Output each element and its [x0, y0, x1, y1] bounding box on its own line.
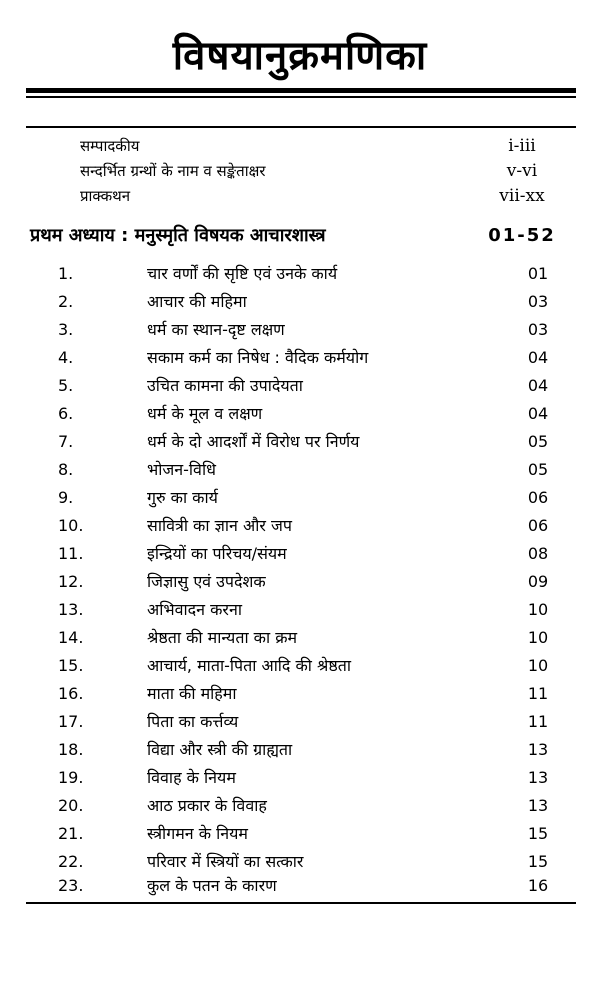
contents-bottom-rule [26, 902, 576, 904]
entry-number: 10. [58, 516, 84, 535]
entry-title: धर्म के दो आदर्शों में विरोध पर निर्णय [147, 432, 360, 451]
entry-page: 15 [527, 824, 549, 843]
entry-number: 5. [58, 376, 74, 395]
prelim-label: सम्पादकीय [80, 137, 140, 155]
prelim-pages: vii-xx [499, 186, 545, 206]
entry-number: 3. [58, 320, 74, 339]
toc-entry [0, 652, 600, 680]
entry-number: 8. [58, 460, 74, 479]
entry-number: 22. [58, 852, 84, 871]
entry-page: 06 [527, 488, 549, 507]
entry-page: 03 [527, 320, 549, 339]
toc-entry [0, 512, 600, 540]
entry-title: कुल के पतन के कारण [147, 876, 277, 895]
entry-page: 09 [527, 572, 549, 591]
toc-entry [0, 792, 600, 820]
entry-title: विवाह के नियम [147, 768, 236, 787]
entry-title: उचित कामना की उपादेयता [147, 376, 303, 395]
entry-title: माता की महिमा [147, 684, 237, 703]
prelim-entry [0, 183, 600, 209]
toc-entry [0, 316, 600, 344]
toc-entry [0, 708, 600, 736]
entry-number: 11. [58, 544, 84, 563]
entry-title: इन्द्रियों का परिचय/संयम [147, 544, 287, 563]
entry-title: भोजन-विधि [147, 460, 216, 479]
toc-entry [0, 484, 600, 512]
entry-number: 9. [58, 488, 74, 507]
entry-number: 20. [58, 796, 84, 815]
entry-title: सकाम कर्म का निषेध : वैदिक कर्मयोग [147, 348, 369, 367]
prelim-pages: v-vi [506, 161, 538, 181]
entry-page: 10 [527, 628, 549, 647]
entry-page: 11 [527, 684, 549, 703]
entry-page: 05 [527, 460, 549, 479]
entry-title: आचार की महिमा [147, 292, 247, 311]
entry-number: 18. [58, 740, 84, 759]
entry-page: 10 [527, 656, 549, 675]
entry-title: विद्या और स्त्री की ग्राह्यता [147, 740, 293, 759]
entry-title: चार वर्णों की सृष्टि एवं उनके कार्य [147, 264, 338, 283]
entry-number: 2. [58, 292, 74, 311]
chapter-pages: 01-52 [488, 225, 556, 246]
entry-title: धर्म का स्थान-दृष्ट लक्षण [147, 320, 285, 339]
prelim-entry [0, 133, 600, 159]
entry-page: 01 [527, 264, 549, 283]
entry-page: 16 [527, 876, 549, 895]
entry-page: 06 [527, 516, 549, 535]
entry-number: 13. [58, 600, 84, 619]
entry-number: 14. [58, 628, 84, 647]
entry-page: 08 [527, 544, 549, 563]
entry-number: 21. [58, 824, 84, 843]
entry-title: आचार्य, माता-पिता आदि की श्रेष्ठता [147, 656, 352, 675]
entry-page: 04 [527, 404, 549, 423]
entry-page: 04 [527, 376, 549, 395]
contents-top-rule [26, 126, 576, 128]
toc-entry [0, 456, 600, 484]
title-rule-thin [26, 96, 576, 98]
entry-page: 10 [527, 600, 549, 619]
entry-page: 15 [527, 852, 549, 871]
chapter-heading [0, 221, 600, 251]
toc-entry [0, 680, 600, 708]
entry-page: 03 [527, 292, 549, 311]
entry-title: स्त्रीगमन के नियम [147, 824, 248, 843]
entry-number: 7. [58, 432, 74, 451]
toc-entry [0, 596, 600, 624]
chapter-title: प्रथम अध्याय : मनुस्मृति विषयक आचारशास्त्र [30, 225, 326, 246]
entry-title: अभिवादन करना [147, 600, 242, 619]
entry-title: गुरु का कार्य [147, 488, 218, 507]
toc-entry [0, 288, 600, 316]
toc-entry [0, 624, 600, 652]
entry-number: 12. [58, 572, 84, 591]
prelim-pages: i-iii [508, 136, 536, 156]
prelim-entry [0, 158, 600, 184]
entry-title: सावित्री का ज्ञान और जप [147, 516, 292, 535]
entry-number: 4. [58, 348, 74, 367]
entry-number: 15. [58, 656, 84, 675]
entry-page: 13 [527, 768, 549, 787]
entry-title: पिता का कर्त्तव्य [147, 712, 239, 731]
toc-entry [0, 372, 600, 400]
entry-title: धर्म के मूल व लक्षण [147, 404, 263, 423]
entry-number: 17. [58, 712, 84, 731]
prelim-label: प्राक्कथन [80, 187, 131, 205]
prelim-label: सन्दर्भित ग्रन्थों के नाम व सङ्केताक्षर [80, 162, 266, 180]
toc-entry [0, 260, 600, 288]
entry-page: 11 [527, 712, 549, 731]
entry-title: जिज्ञासु एवं उपदेशक [147, 572, 266, 591]
page-title: विषयानुक्रमणिका [172, 33, 428, 79]
toc-entry [0, 400, 600, 428]
entry-number: 1. [58, 264, 74, 283]
entry-page: 13 [527, 796, 549, 815]
entry-title: परिवार में स्त्रियों का सत्कार [147, 852, 304, 871]
entry-title: श्रेष्ठता की मान्यता का क्रम [147, 628, 298, 647]
title-rule-thick [26, 88, 576, 93]
toc-entry [0, 872, 600, 900]
entry-page: 05 [527, 432, 549, 451]
entry-number: 23. [58, 876, 84, 895]
toc-entry [0, 568, 600, 596]
entry-page: 04 [527, 348, 549, 367]
toc-entry [0, 736, 600, 764]
entry-title: आठ प्रकार के विवाह [147, 796, 267, 815]
entry-number: 6. [58, 404, 74, 423]
entry-page: 13 [527, 740, 549, 759]
toc-entry [0, 764, 600, 792]
toc-entry [0, 344, 600, 372]
toc-entry [0, 820, 600, 848]
toc-entry [0, 428, 600, 456]
entry-number: 19. [58, 768, 84, 787]
toc-entry [0, 540, 600, 568]
entry-number: 16. [58, 684, 84, 703]
